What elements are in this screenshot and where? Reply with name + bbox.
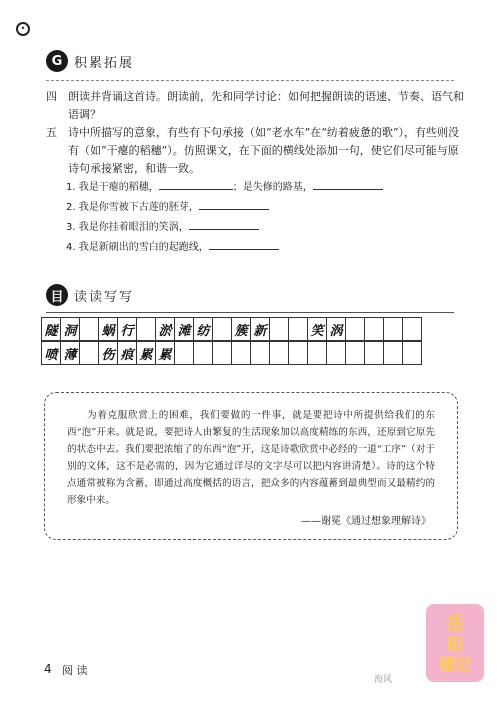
fill-item-1 <box>66 180 383 195</box>
grid-cell: 笑 <box>307 317 327 341</box>
grid-cell <box>402 317 422 341</box>
grid-cell: 簇 <box>231 317 251 341</box>
grid-row-2 <box>42 342 422 366</box>
fill-item-text: ；是失修的路基， <box>232 182 313 193</box>
grid-cell: 痕 <box>117 341 137 365</box>
grid-cell <box>212 317 232 341</box>
question-4 <box>46 88 466 124</box>
grid-cell: 滩 <box>174 317 194 341</box>
quote-source: ——谢冕《通过想象理解诗》 <box>301 516 431 527</box>
grid-cell <box>212 341 232 365</box>
question-number: 四 <box>46 90 57 103</box>
grid-cell <box>231 341 251 365</box>
grid-cell: 淤 <box>155 317 175 341</box>
grid-cell: 新 <box>250 317 270 341</box>
question-5 <box>46 124 466 178</box>
answer-blank[interactable] <box>209 240 279 250</box>
answer-blank[interactable] <box>159 180 233 190</box>
fill-item-text: 1. 我是干瘪的稻穗， <box>66 182 159 193</box>
grid-cell: 蜗 <box>98 317 118 341</box>
section-badge-icon: 目 <box>46 284 68 306</box>
grid-cell <box>402 341 422 365</box>
section-title: 积累拓展 <box>74 55 135 71</box>
grid-cell <box>79 317 99 341</box>
grid-cell: 隧 <box>41 317 61 341</box>
grid-cell: 累 <box>155 341 175 365</box>
grid-cell <box>345 341 365 365</box>
answer-blank[interactable] <box>199 200 269 210</box>
watermark-text: 海风 <box>374 675 393 685</box>
quote-text: 为着克服欣赏上的困难，我们要做的一件事，就是要把诗中所提供给我们的东西“泡”开来。就是说，要把诗人由繁复的生活现象加以高度精练的东西，还原到它原先的状态中去。我们要把浓缩了的东西“泡”开，这是诗歌欣赏中必经的一道“工序”（对于别的文体，这不是必需的，因为它通过详尽的文字尽可以把内容讲清楚）。诗的这个特点通常被称为含蓄，即通过高度概括的语言，把众多的内容蕴蓄到最典型而又最精约的形象中来。 <box>67 410 435 506</box>
quote-box <box>44 392 458 540</box>
section-divider <box>46 80 454 81</box>
fill-item-3 <box>66 220 259 235</box>
question-text: 诗中所描写的意象，有些有下句承接（如“老水车”在“纺着疲惫的歌”），有些则没有（如“干瘪的稻穗”）。仿照课文，在下面的横线处添加一句，使它们尽可能与原诗句承接紧密，和谐一致。 <box>68 126 459 175</box>
section-heading-accumulate <box>46 50 134 72</box>
question-number: 五 <box>46 126 57 139</box>
grid-row-1 <box>42 318 422 342</box>
grid-cell <box>383 317 403 341</box>
section-title: 读读写写 <box>74 289 135 305</box>
grid-cell: 洞 <box>60 317 80 341</box>
grid-cell <box>174 341 194 365</box>
footer-label: 阅 读 <box>62 664 88 677</box>
grid-cell <box>307 341 327 365</box>
fill-item-2 <box>66 200 269 215</box>
grid-cell <box>364 317 384 341</box>
fill-item-4 <box>66 240 279 255</box>
fill-item-text: 2. 我是你雪被下古莲的胚芽， <box>66 202 199 213</box>
fill-item-text: 4. 我是新刷出的雪白的起跑线， <box>66 242 209 253</box>
svg-text:岳: 岳 <box>446 614 464 635</box>
corner-mark-icon: • <box>16 22 30 36</box>
character-grid <box>42 318 422 366</box>
grid-cell <box>345 317 365 341</box>
grid-cell <box>269 341 289 365</box>
grid-cell <box>136 317 156 341</box>
page-number: 4 <box>44 662 52 676</box>
grid-cell: 喷 <box>41 341 61 365</box>
question-text: 朗读并背诵这首诗。朗读前，先和同学讨论：如何把握朗读的语速、节奏、语气和语调？ <box>68 90 464 121</box>
svg-text:阳: 阳 <box>446 635 464 654</box>
grid-cell <box>288 341 308 365</box>
section-badge-icon: G <box>46 50 68 72</box>
grid-cell <box>288 317 308 341</box>
grid-cell: 纺 <box>193 317 213 341</box>
section-divider <box>46 312 454 313</box>
grid-cell <box>193 341 213 365</box>
fill-item-text: 3. 我是你挂着眼泪的笑涡， <box>66 222 189 233</box>
watermark-logo-icon <box>420 600 490 686</box>
grid-cell <box>326 341 346 365</box>
grid-cell <box>79 341 99 365</box>
svg-text:楼记: 楼记 <box>438 655 472 674</box>
grid-cell: 薄 <box>60 341 80 365</box>
section-heading-read-write <box>46 284 134 306</box>
grid-cell <box>383 341 403 365</box>
grid-cell: 涡 <box>326 317 346 341</box>
grid-cell <box>364 341 384 365</box>
answer-blank[interactable] <box>189 220 259 230</box>
grid-cell: 伤 <box>98 341 118 365</box>
grid-cell: 行 <box>117 317 137 341</box>
grid-cell: 累 <box>136 341 156 365</box>
grid-cell <box>269 317 289 341</box>
grid-cell <box>250 341 270 365</box>
answer-blank[interactable] <box>313 180 383 190</box>
